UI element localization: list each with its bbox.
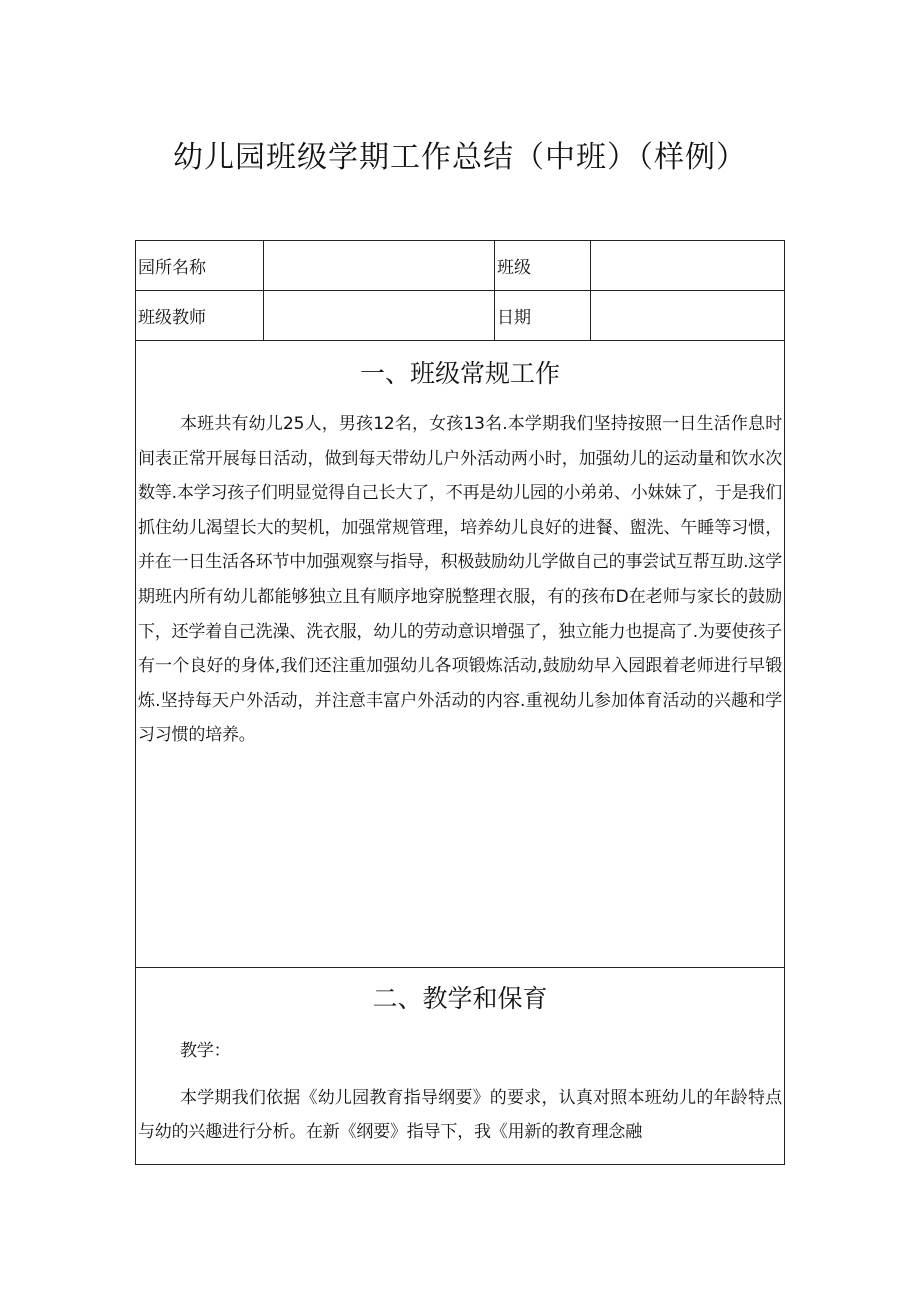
section-2-heading: 二、教学和保育 <box>372 984 548 1013</box>
summary-form-table <box>135 240 785 1165</box>
teacher-value-field[interactable] <box>264 291 495 340</box>
date-label: 日期 <box>495 291 591 340</box>
class-value-field[interactable] <box>591 241 784 290</box>
section-1-paragraph: 本班共有幼儿25人，男孩12名，女孩13名.本学期我们坚持按照一日生活作息时间表正常开展每日活动，做到每天带幼儿户外活动两小时，加强幼儿的运动量和饮水次数等.本学习孩子们明显觉得自己长大了，不再是幼儿园的小弟弟、小妹妹了，于是我们抓住幼儿渴望长大的契机，加强常规管理，培养幼儿良好的进餐、盥洗、午睡等习惯，并在一日生活各环节中加强观察与指导，积极鼓励幼儿学做自己的事尝试互帮互助.这学期班内所有幼儿都能够独立且有顺序地穿脱整理衣服，有的孩布D在老师与家长的鼓励下，还学着自己洗澡、洗衣服，幼儿的劳动意识增强了，独立能力也提高了.为要使孩子有一个良好的身体,我们还注重加强幼儿各项锻炼活动,鼓励幼早入园跟着老师进行早锻炼.坚持每天户外活动，并注意丰富户外活动的内容.重视幼儿参加体育活动的兴趣和学习习惯的培养。 <box>138 414 782 746</box>
class-label: 班级 <box>495 241 591 290</box>
info-row-kindergarten <box>136 241 784 291</box>
section-2-paragraph: 本学期我们依据《幼儿园教育指导纲要》的要求，认真对照本班幼儿的年龄特点与幼的兴趣进行分析。在新《纲要》指导下，我《用新的教育理念融 <box>138 1087 782 1143</box>
date-value-field[interactable] <box>591 291 784 340</box>
section-class-routine <box>136 341 784 968</box>
section-1-heading: 一、班级常规工作 <box>359 359 560 388</box>
kindergarten-value-field[interactable] <box>264 241 495 290</box>
info-row-teacher <box>136 291 784 341</box>
document-title: 幼儿园班级学期工作总结（中班）（样例） <box>173 140 747 175</box>
section-teaching-care <box>136 968 784 1164</box>
teaching-sub-label: 教学： <box>180 1041 231 1061</box>
kindergarten-label: 园所名称 <box>136 241 264 290</box>
teacher-label: 班级教师 <box>136 291 264 340</box>
